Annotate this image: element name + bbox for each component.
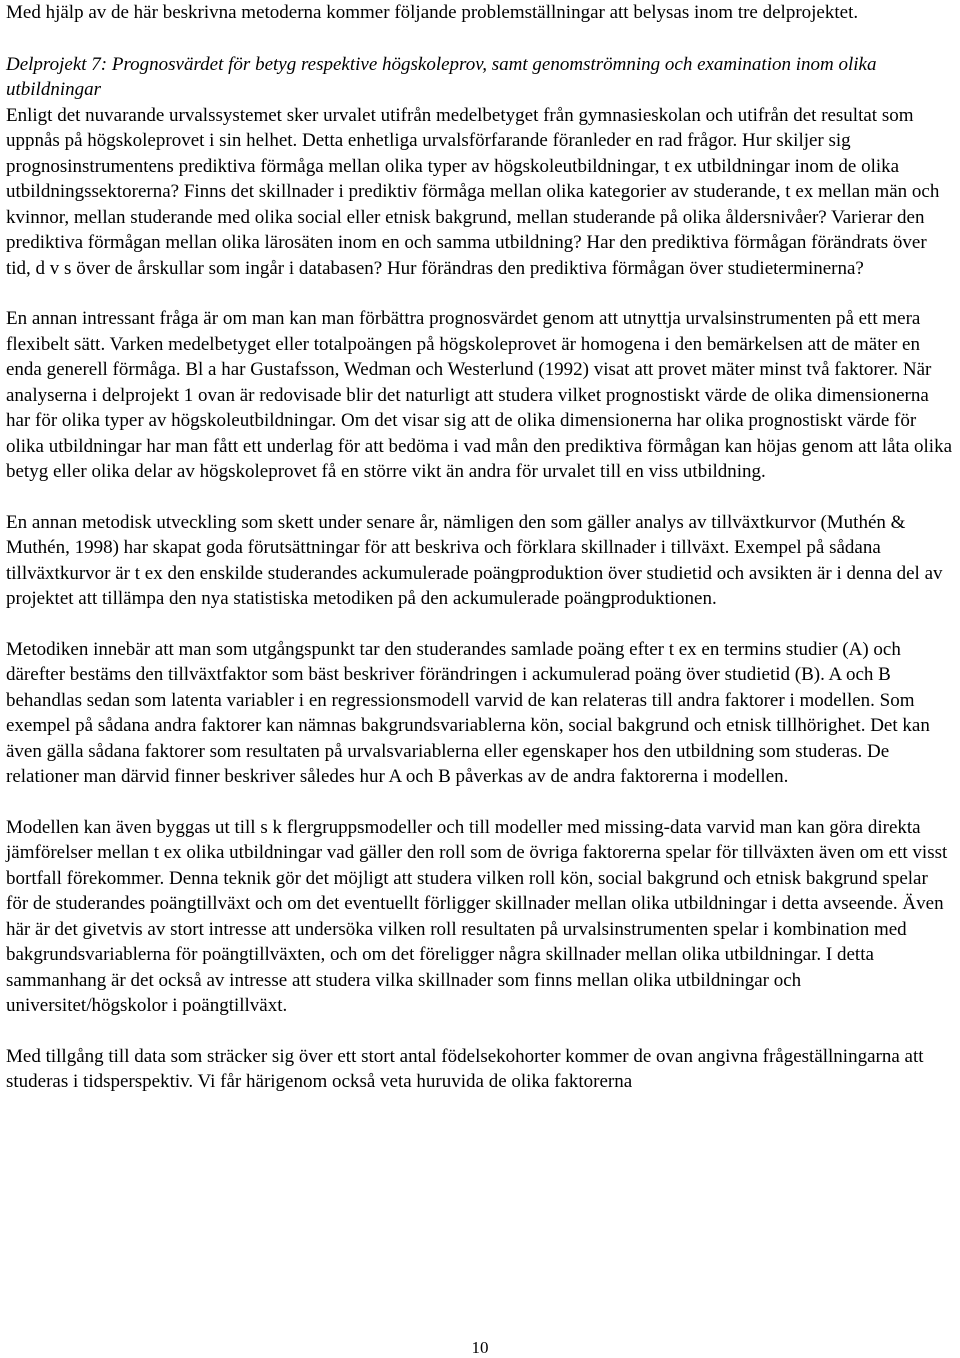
body-paragraph-5: Modellen kan även byggas ut till s k flergruppsmodeller och till modeller med missing-data varvid man kan göra direkta jämförelser mellan t ex olika utbildningar vad gäller den roll som de övriga faktorerna spelar för tillväxten även om ett visst bortfall förekommer. Denna teknik gör det möjligt att studera vilken roll kön, social bakgrund och etnisk bakgrund spelar för de studerandes poängtillväxt och om det eventuellt förligger skillnader mellan olika utbildningar i detta avseende. Även här är det givetvis av stort intresse att undersöka vilken roll resultaten på urvalsinstrumenten spelar i kombination med bakgrundsvariablerna för poängtillväxten, och om det föreligger några skillnader mellan olika utbildningar. I detta sammanhang är det också av intresse att studera vilka skillnader som finns mellan olika utbildningar och universitet/högskolor i poängtillväxt. — [6, 816, 948, 1016]
body-paragraph-4: Metodiken innebär att man som utgångspunkt tar den studerandes samlade poäng efter t ex en termins studier (A) och därefter bestäms den tillväxtfaktor som bäst beskriver förändringen i ackumulerad poäng över studietid (B). A och B behandlas sedan som latenta variabler i en regressionsmodell varvid de kan relateras till andra faktorer i modellen. Som exempel på sådana andra faktorer kan nämnas bakgrundsvariablerna kön, social bakgrund och etnisk tillhörighet. Det kan även gälla sådana faktorer som resultaten på urvalsvariablerna eller egenskaper hos den utbildning som studeras. De relationer man därvid finner beskriver således hur A och B påverkas av de andra faktorerna i modellen. — [6, 638, 930, 787]
project-heading: Delprojekt 7: Prognosvärdet för betyg respektive högskoleprov, samt genomströmning och examination inom olika utbildningar — [6, 53, 877, 100]
body-paragraph-2: En annan intressant fråga är om man kan man förbättra prognosvärdet genom att utnyttja urvalsinstrumenten på ett mera flexibelt sätt. Varken medelbetyget eller totalpoängen på högskoleprovet är homogena i den bemärkelsen att de mäter en enda generell förmåga. Bl a har Gustafsson, Wedman och Westerlund (1992) visat att provet mäter minst två faktorer. När analyserna i delprojekt 1 ovan är redovisade blir det naturligt att studera vilket prognostiskt värde de olika dimensionerna har för olika typer av högskoleutbildningar. Om det visar sig att de olika dimensionerna har olika prognostiskt värde för olika utbildningar har man fått ett underlag för att bedöma i vad mån den prediktiva förmågan kan höjas genom att låta olika betyg eller olika delar av högskoleprovet få en större vikt än andra för urvalet till en viss utbildning. — [6, 308, 953, 482]
intro-paragraph: Med hjälp av de här beskrivna metoderna kommer följande problemställningar att belysas inom tre delprojektet. — [6, 2, 859, 23]
body-paragraph-3: En annan metodisk utveckling som skett under senare år, nämligen den som gäller analys av tillväxtkurvor (Muthén & Muthén, 1998) har skapat goda förutsättningar för att beskriva och förklara skillnader i tillväxt. Exempel på sådana tillväxtkurvor är t ex den enskilde studerandes ackumulerade poängproduktion över studietid och avsikten är i denna del av projektet att tillämpa den nya statistiska metodiken på den ackumulerade poängproduktionen. — [6, 511, 943, 609]
document-page — [6, 0, 954, 1095]
body-paragraph-1: Enligt det nuvarande urvalssystemet sker urvalet utifrån medelbetyget från gymnasieskolan och utifrån det resultat som uppnås på högskoleprovet i sin helhet. Detta enhetliga urvalsförfarande föranleder en rad frågor. Hur skiljer sig prognosinstrumentens prediktiva förmåga mellan olika typer av högskoleutbildningar, t ex utbildningar inom de olika utbildningssektorerna? Finns det skillnader i prediktiv förmåga mellan olika kategorier av studerande, t ex mellan män och kvinnor, mellan studerande med olika social eller etnisk bakgrund, mellan studerande på olika åldersnivåer? Varierar den prediktiva förmågan mellan olika lärosäten inom en och samma utbildning? Har den prediktiva förmågan förändrats över tid, d v s över de årskullar som ingår i databasen? Hur förändras den prediktiva förmågan över studieterminerna? — [6, 104, 940, 279]
body-paragraph-6: Med tillgång till data som sträcker sig över ett stort antal födelsekohorter kommer de ovan angivna frågeställningarna att studeras i tidsperspektiv. Vi får härigenom också veta huruvida de olika faktorerna — [6, 1045, 924, 1092]
page-number: 10 — [471, 1338, 489, 1357]
